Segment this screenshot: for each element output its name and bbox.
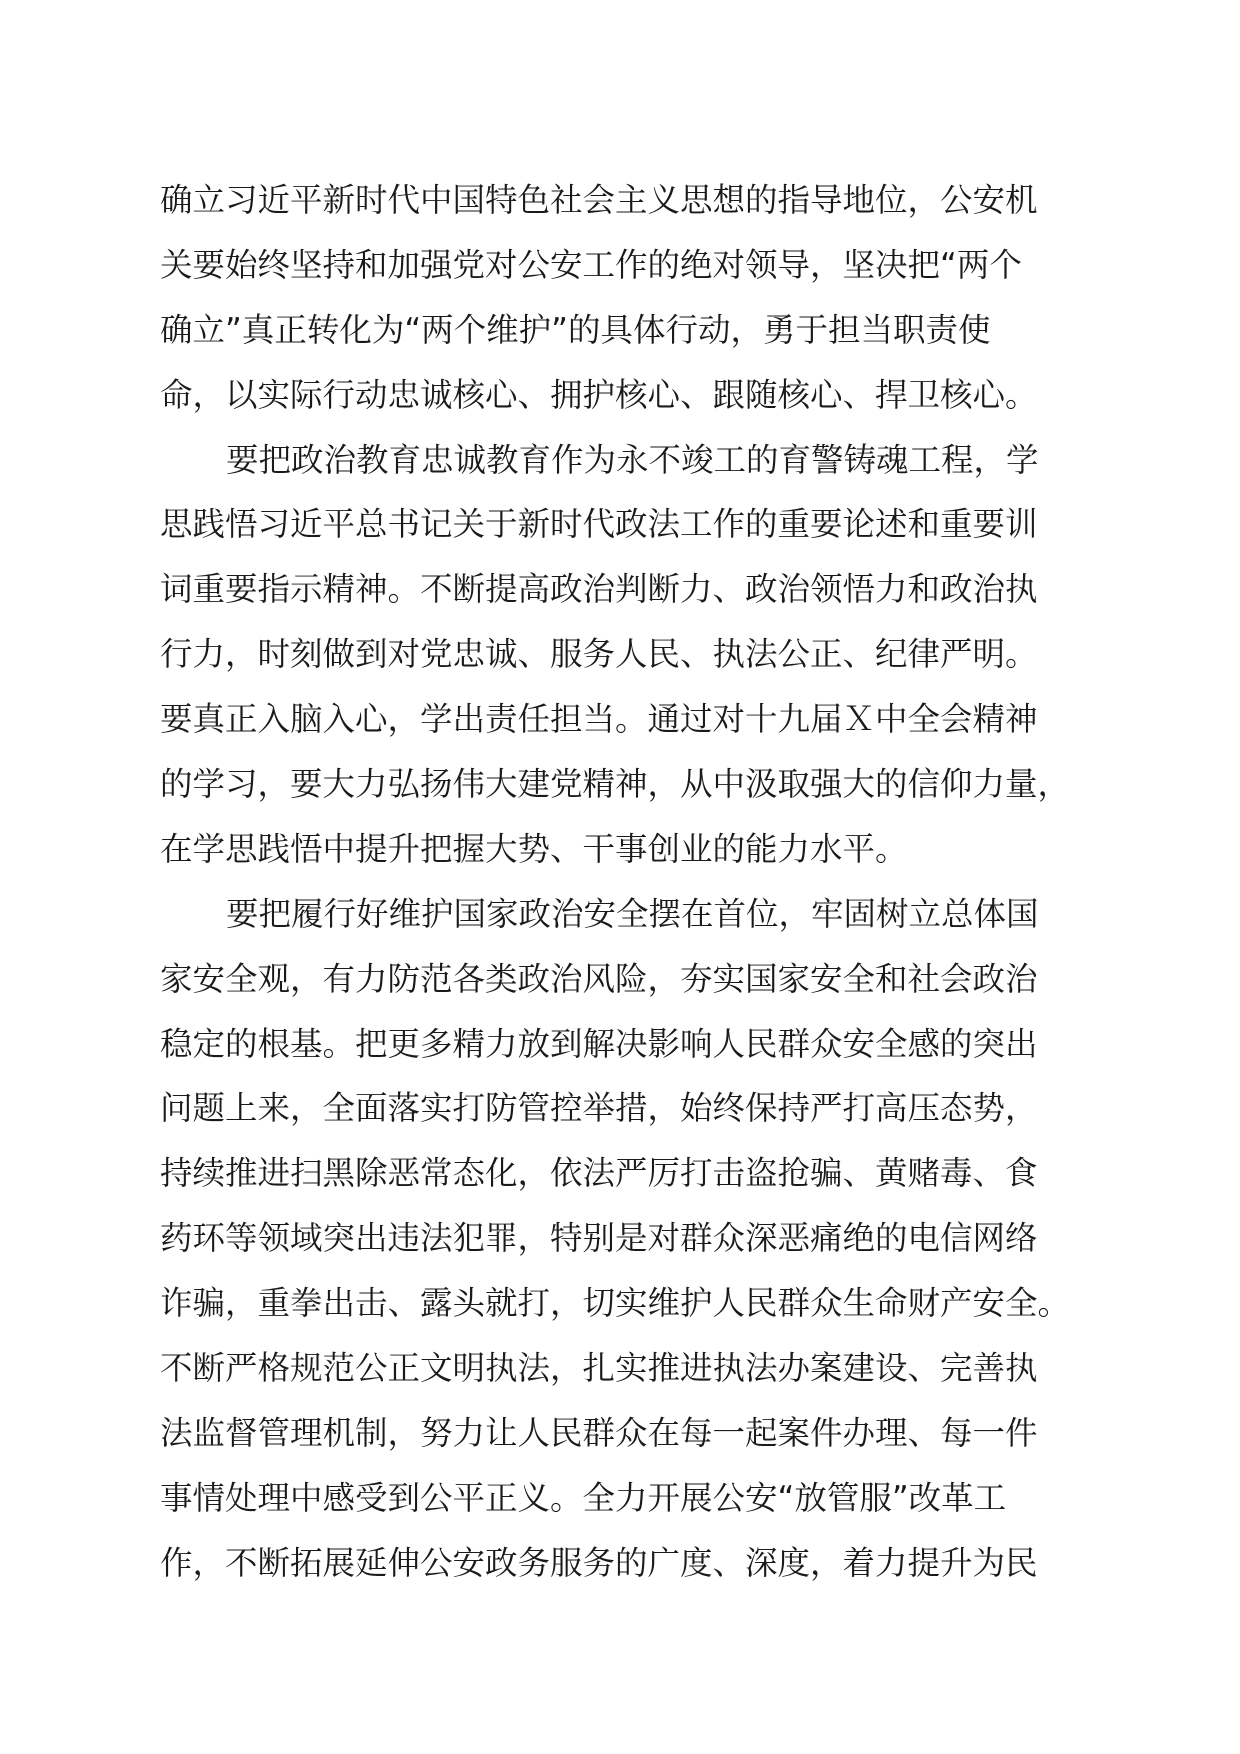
paragraph-first-line: 要把政治教育忠诚教育作为永不竣工的育警铸魂工程，学 <box>226 440 1039 479</box>
text-line: 命，以实际行动忠诚核心、拥护核心、跟随核心、捍卫核心。 <box>160 375 1038 414</box>
text-line: 问题上来，全面落实打防管控举措，始终保持严打高压态势， <box>160 1089 1038 1128</box>
text-line: 行力，时刻做到对党忠诚、服务人民、执法公正、纪律严明。 <box>160 635 1038 674</box>
text-line: 法监督管理机制，努力让人民群众在每一起案件办理、每一件 <box>160 1413 1038 1452</box>
text-line: 作，不断拓展延伸公安政务服务的广度、深度，着力提升为民 <box>160 1543 1038 1582</box>
text-line: 稳定的根基。把更多精力放到解决影响人民群众安全感的突出 <box>160 1024 1038 1063</box>
paragraph-first-line: 要把履行好维护国家政治安全摆在首位，牢固树立总体国 <box>226 894 1039 933</box>
text-line: 的学习，要大力弘扬伟大建党精神，从中汲取强大的信仰力量， <box>160 765 1071 804</box>
text-line: 思践悟习近平总书记关于新时代政法工作的重要论述和重要训 <box>160 505 1038 544</box>
text-line: 事情处理中感受到公平正义。全力开展公安“放管服”改革工 <box>160 1478 1007 1517</box>
text-line: 确立”真正转化为“两个维护”的具体行动，勇于担当职责使 <box>160 310 991 349</box>
text-line: 不断严格规范公正文明执法，扎实推进执法办案建设、完善执 <box>160 1349 1038 1388</box>
text-line: 要真正入脑入心，学出责任担当。通过对十九届Ｘ中全会精神 <box>160 700 1038 739</box>
text-line: 药环等领域突出违法犯罪，特别是对群众深恶痛绝的电信网络 <box>160 1219 1038 1258</box>
text-line: 持续推进扫黑除恶常态化，依法严厉打击盗抢骗、黄赌毒、食 <box>160 1154 1038 1193</box>
text-line: 关要始终坚持和加强党对公安工作的绝对领导，坚决把“两个 <box>160 245 1022 284</box>
text-line: 家安全观，有力防范各类政治风险，夯实国家安全和社会政治 <box>160 959 1038 998</box>
text-line: 在学思践悟中提升把握大势、干事创业的能力水平。 <box>160 829 908 868</box>
text-line: 确立习近平新时代中国特色社会主义思想的指导地位，公安机 <box>160 181 1038 219</box>
text-line: 诈骗，重拳出击、露头就打，切实维护人民群众生命财产安全。 <box>160 1284 1071 1323</box>
document-page <box>160 168 1120 1596</box>
text-line: 词重要指示精神。不断提高政治判断力、政治领悟力和政治执 <box>160 570 1038 609</box>
